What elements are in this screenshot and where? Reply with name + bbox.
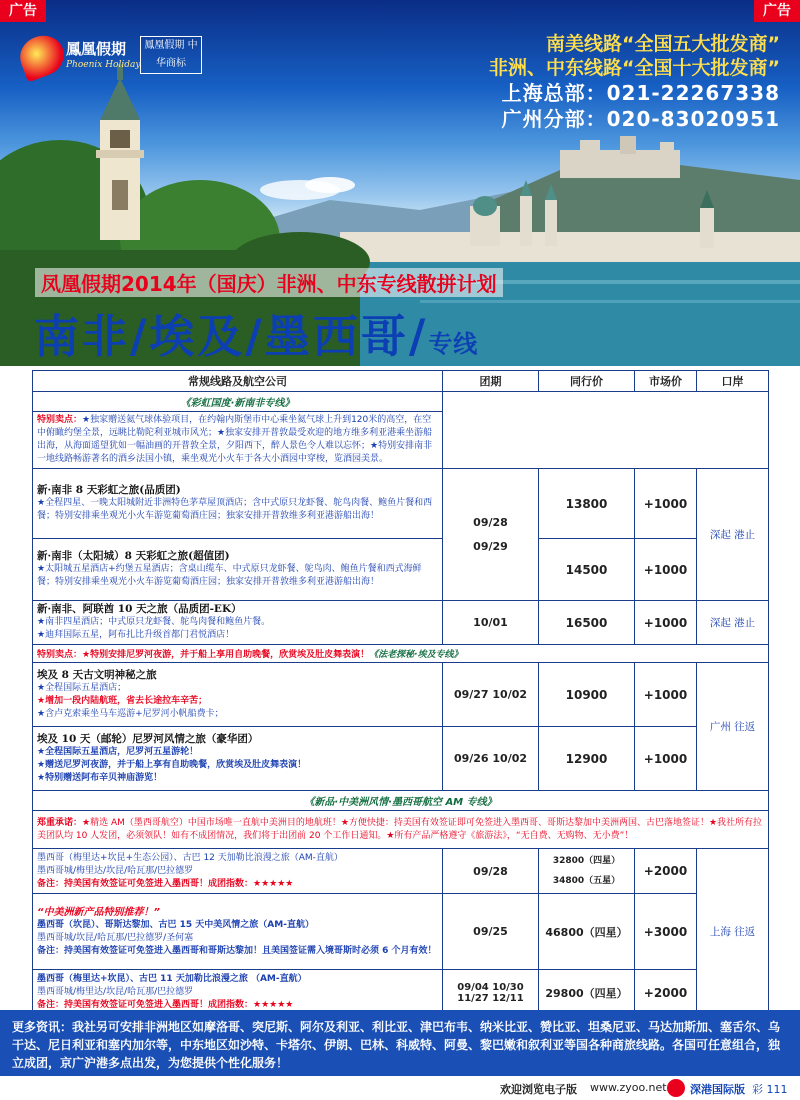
- plan-title: 凤凰假期2014年（国庆）非洲、中东专线散拼计划: [35, 268, 503, 297]
- tour-route: 墨西哥城/梅里达/坎昆/哈瓦那/巴拉德罗: [37, 987, 194, 997]
- eg1-market: +1000: [635, 663, 697, 727]
- tour-sa3: [33, 601, 443, 645]
- tour-desc-1: ★南非四星酒店；中式原只龙虾餐、鸵鸟肉餐和鲍鱼片餐。: [37, 617, 271, 627]
- footer-welcome: 欢迎浏览电子版: [500, 1083, 577, 1096]
- tour-desc-2: ★迪拜国际五星，阿布扎比升级首都门君悦酒店！: [37, 630, 235, 640]
- tour-sa2: [33, 539, 443, 601]
- logo-english: Phoenix Holiday: [66, 60, 141, 70]
- header-date: 团期: [443, 371, 539, 392]
- company-logo: [20, 34, 198, 82]
- sa-dates: [443, 469, 539, 601]
- header-line-shanghai: 上海总部：021-22267338: [501, 81, 780, 105]
- header-contacts: [489, 32, 780, 132]
- tour-note: 备注：持美国有效签证可免签进入墨西哥和哥斯达黎加！且美国签证需入境哥斯时必须 6 个月有效！: [37, 945, 437, 956]
- tour-desc-3: ★含卢克索乘坐马车巡游+尼罗河小帆船费卡；: [37, 708, 224, 719]
- ad-tag-right: 广告: [754, 0, 800, 22]
- tour-route: 墨西哥城/坎昆/哈瓦那/巴拉德罗/圣何塞: [37, 932, 194, 943]
- eg2-market: +1000: [635, 727, 697, 791]
- table-row: [33, 970, 769, 1016]
- mx2-price: 46800（四星）: [539, 894, 635, 970]
- tour-mx1: [33, 849, 443, 894]
- sa2-market: +1000: [635, 539, 697, 601]
- footer-url[interactable]: www.zyoo.net: [590, 1081, 667, 1094]
- mx1-price-5star: 34800（五星）: [552, 876, 621, 886]
- tour-title: 墨西哥（梅里达+坎昆+生态公园）、古巴 12 天加勒比浪漫之旅（AM-直航）: [37, 852, 343, 863]
- tour-eg2: [33, 727, 443, 791]
- tour-title: 新·南非 8 天彩虹之旅(品质团): [37, 484, 181, 496]
- section-egypt: [33, 645, 769, 663]
- table-row: [33, 727, 769, 791]
- destinations-title: [34, 300, 478, 365]
- footer-edition: 深港国际版: [690, 1083, 745, 1096]
- mx3-price: 29800（四星）: [539, 970, 635, 1016]
- tour-desc-3: ★特别赠送阿布辛贝神庙游览！: [37, 772, 163, 783]
- sa-date-2: 09/29: [473, 539, 508, 553]
- eg2-price: 12900: [539, 727, 635, 791]
- tour-promo: “中美洲新产品特别推荐！”: [37, 906, 160, 918]
- header-line-south-america: 南美线路“全国五大批发商”: [546, 33, 780, 55]
- tour-eg1: [33, 663, 443, 727]
- header-line-africa: 非洲、中东线路“全国十大批发商”: [489, 57, 780, 79]
- destinations-suffix: 专线: [428, 330, 479, 358]
- section-south-africa: [33, 392, 769, 412]
- eg-port: 广州 往返: [697, 663, 769, 791]
- selling-text: ★独家赠送氦气球体验项目，在约翰内斯堡市中心乘坐氦气球上升到120米的高空，在空中俯瞰约堡全景，远眺比勒陀利亚城市风光；★独家安排开普敦最受欢迎的地方维多利亚港乘坐游船出海，从海面遥望犹如一幅油画的开普敦全景，夕阳西下，醉人景色令人难以忘怀；★特别安排南非一地线路畅游著名的酒乡法国小镇，乘坐观光小火车于各大小酒园中穿梭，览酒园美景。: [37, 415, 433, 464]
- tour-note: 备注：持美国有效签证可免签进入墨西哥！成团指数：★★★★★: [37, 878, 294, 889]
- section-mexico: [33, 791, 769, 811]
- sa3-market: +1000: [635, 601, 697, 645]
- logo-name: 鳳凰假期: [66, 40, 127, 58]
- promise-label: 郑重承诺：: [37, 817, 83, 828]
- mx1-date: 09/28: [443, 849, 539, 894]
- selling-label: 特别卖点：: [37, 415, 83, 425]
- logo-seal: 鳳凰假期 中华商标: [140, 36, 202, 74]
- egypt-selling: [33, 645, 769, 663]
- ad-tag-left: 广告: [0, 0, 46, 22]
- sa3-price: 16500: [539, 601, 635, 645]
- table-row: [33, 539, 769, 601]
- tour-title: 埃及 8 天古文明神秘之旅: [37, 668, 157, 681]
- header-line-guangzhou: 广州分部：020-83020951: [501, 107, 780, 131]
- mx3-market: +2000: [635, 970, 697, 1016]
- tour-mx2: [33, 894, 443, 970]
- mx1-price: [539, 849, 635, 894]
- mx-promise: [33, 811, 769, 849]
- sa3-date: 10/01: [443, 601, 539, 645]
- badge-icon: [667, 1079, 685, 1097]
- mx2-date: 09/25: [443, 894, 539, 970]
- tour-mx3: [33, 970, 443, 1016]
- eg1-price: 10900: [539, 663, 635, 727]
- tour-sa1: [33, 469, 443, 539]
- header-price: 同行价: [539, 371, 635, 392]
- selling-text: ★特别安排尼罗河夜游，并于船上享用自助晚餐，欣赏埃及肚皮舞表演！: [82, 650, 370, 660]
- header-market: 市场价: [635, 371, 697, 392]
- tour-note: 备注：持美国有效签证可免签进入墨西哥！成团指数：★★★★★: [37, 1000, 294, 1010]
- tour-title: 墨西哥（坎昆）、哥斯达黎加、古巴 15 天中美风情之旅（AM-直航）: [37, 919, 314, 930]
- table-header-row: [33, 371, 769, 392]
- tour-desc-2: ★赠送尼罗河夜游，并于船上享有自助晚餐，欣赏埃及肚皮舞表演！: [37, 759, 307, 770]
- header-port: 口岸: [697, 371, 769, 392]
- phoenix-logo-icon: [14, 30, 69, 83]
- more-info: 更多资讯：我社另可安排非洲地区如摩洛哥、突尼斯、阿尔及利亚、利比亚、津巴布韦、纳米比亚、赞比亚、坦桑尼亚、马达加斯加、塞舌尔、乌干达、尼日利亚和塞内加尔等，中东地区如沙特、卡塔尔、伊朗、巴林、科威特、阿曼、黎巴嫩和叙利亚等国各种商旅线路。各国可任意组合，独立成团，京广沪港多点出发，为您提供个性化服务！: [12, 1020, 781, 1070]
- table-row: [33, 849, 769, 894]
- sa1-price: 13800: [539, 469, 635, 539]
- destinations-text: 南非/埃及/墨西哥/: [34, 310, 429, 363]
- tour-title: 埃及 10 天（邮轮）尼罗河风情之旅（豪华团）: [37, 732, 259, 745]
- tour-desc-2: ★增加一段内陆航班，省去长途拉车辛苦；: [37, 695, 208, 706]
- section-title: 《彩虹国度·新南非专线》: [33, 392, 443, 412]
- section-title: 《法老探秘·埃及专线》: [369, 650, 463, 660]
- table-row: [33, 601, 769, 645]
- tour-desc-1: ★全程国际五星酒店；: [37, 682, 127, 693]
- sa2-price: 14500: [539, 539, 635, 601]
- tour-desc-1: ★全程国际五星酒店，尼罗河五星游轮！: [37, 746, 199, 757]
- eg2-dates: 09/26 10/02: [443, 727, 539, 791]
- sa1-market: +1000: [635, 469, 697, 539]
- mx1-price-4star: 32800（四星）: [552, 856, 621, 866]
- tour-desc: ★全程四星、一晚太阳城附近非洲特色茅草屋顶酒店；含中式原只龙虾餐、鸵鸟肉餐、鲍鱼片餐和西餐；特别安排乘坐观光小火车游览葡萄酒庄园；独家安排开普敦维多利亚港游船出海！: [37, 498, 433, 521]
- tour-route: 墨西哥城/梅里达/坎昆/哈瓦那/巴拉德罗: [37, 865, 194, 876]
- sa3-port: 深起 港止: [697, 601, 769, 645]
- tour-title: 新·南非（太阳城）8 天彩虹之旅(超值团): [37, 550, 230, 562]
- sa-port: 深起 港止: [697, 469, 769, 601]
- tour-table: [32, 370, 769, 1016]
- table-row: [33, 663, 769, 727]
- tour-desc: ★太阳城五星酒店+约堡五星酒店；含桌山缆车、中式原只龙虾餐、鸵鸟肉、鲍鱼片餐和西式海鲜餐；特别安排乘坐观光小火车游览葡萄酒庄园；独家安排开普敦维多利亚港游船出海！: [37, 564, 422, 587]
- mx1-market: +2000: [635, 849, 697, 894]
- eg1-dates: 09/27 10/02: [443, 663, 539, 727]
- section-title: 《新品·中美洲风情·墨西哥航空 AM 专线》: [33, 791, 769, 811]
- page-footer: [0, 1077, 800, 1100]
- header-route: 常规线路及航空公司: [33, 371, 443, 392]
- sa-selling-points: [33, 412, 443, 469]
- tour-title: 新·南非、阿联酋 10 天之旅（品质团-EK）: [37, 603, 242, 615]
- tour-title: 墨西哥（梅里达+坎昆）、古巴 11 天加勒比浪漫之旅 （AM-直航）: [37, 974, 307, 984]
- mx2-market: +3000: [635, 894, 697, 970]
- table-row: [33, 469, 769, 539]
- mx-promise-row: [33, 811, 769, 849]
- section-spacer: [443, 392, 769, 469]
- sa-date-1: 09/28: [473, 515, 508, 529]
- selling-label: 特别卖点：: [37, 650, 83, 660]
- mx-port: 上海 往返: [697, 849, 769, 1016]
- promise-text: ★精选 AM（墨西哥航空）中国市场唯一直航中美洲目的地航班！★方便快捷：持美国有效签证即可免签进入墨西哥、哥斯达黎加中美洲两国、古巴落地签证！★我社所有拉美团队均 10 人发团，必须领队！如有不成团情况，我们将于出团前 20 个工作日通知。★所有产品严格遵守《旅游法》，“无自费、无购物、无小费”！: [37, 817, 763, 841]
- table-row: [33, 894, 769, 970]
- footer-page: 彩 111: [752, 1083, 788, 1096]
- mx3-dates: 09/04 10/30 11/27 12/11: [443, 970, 539, 1016]
